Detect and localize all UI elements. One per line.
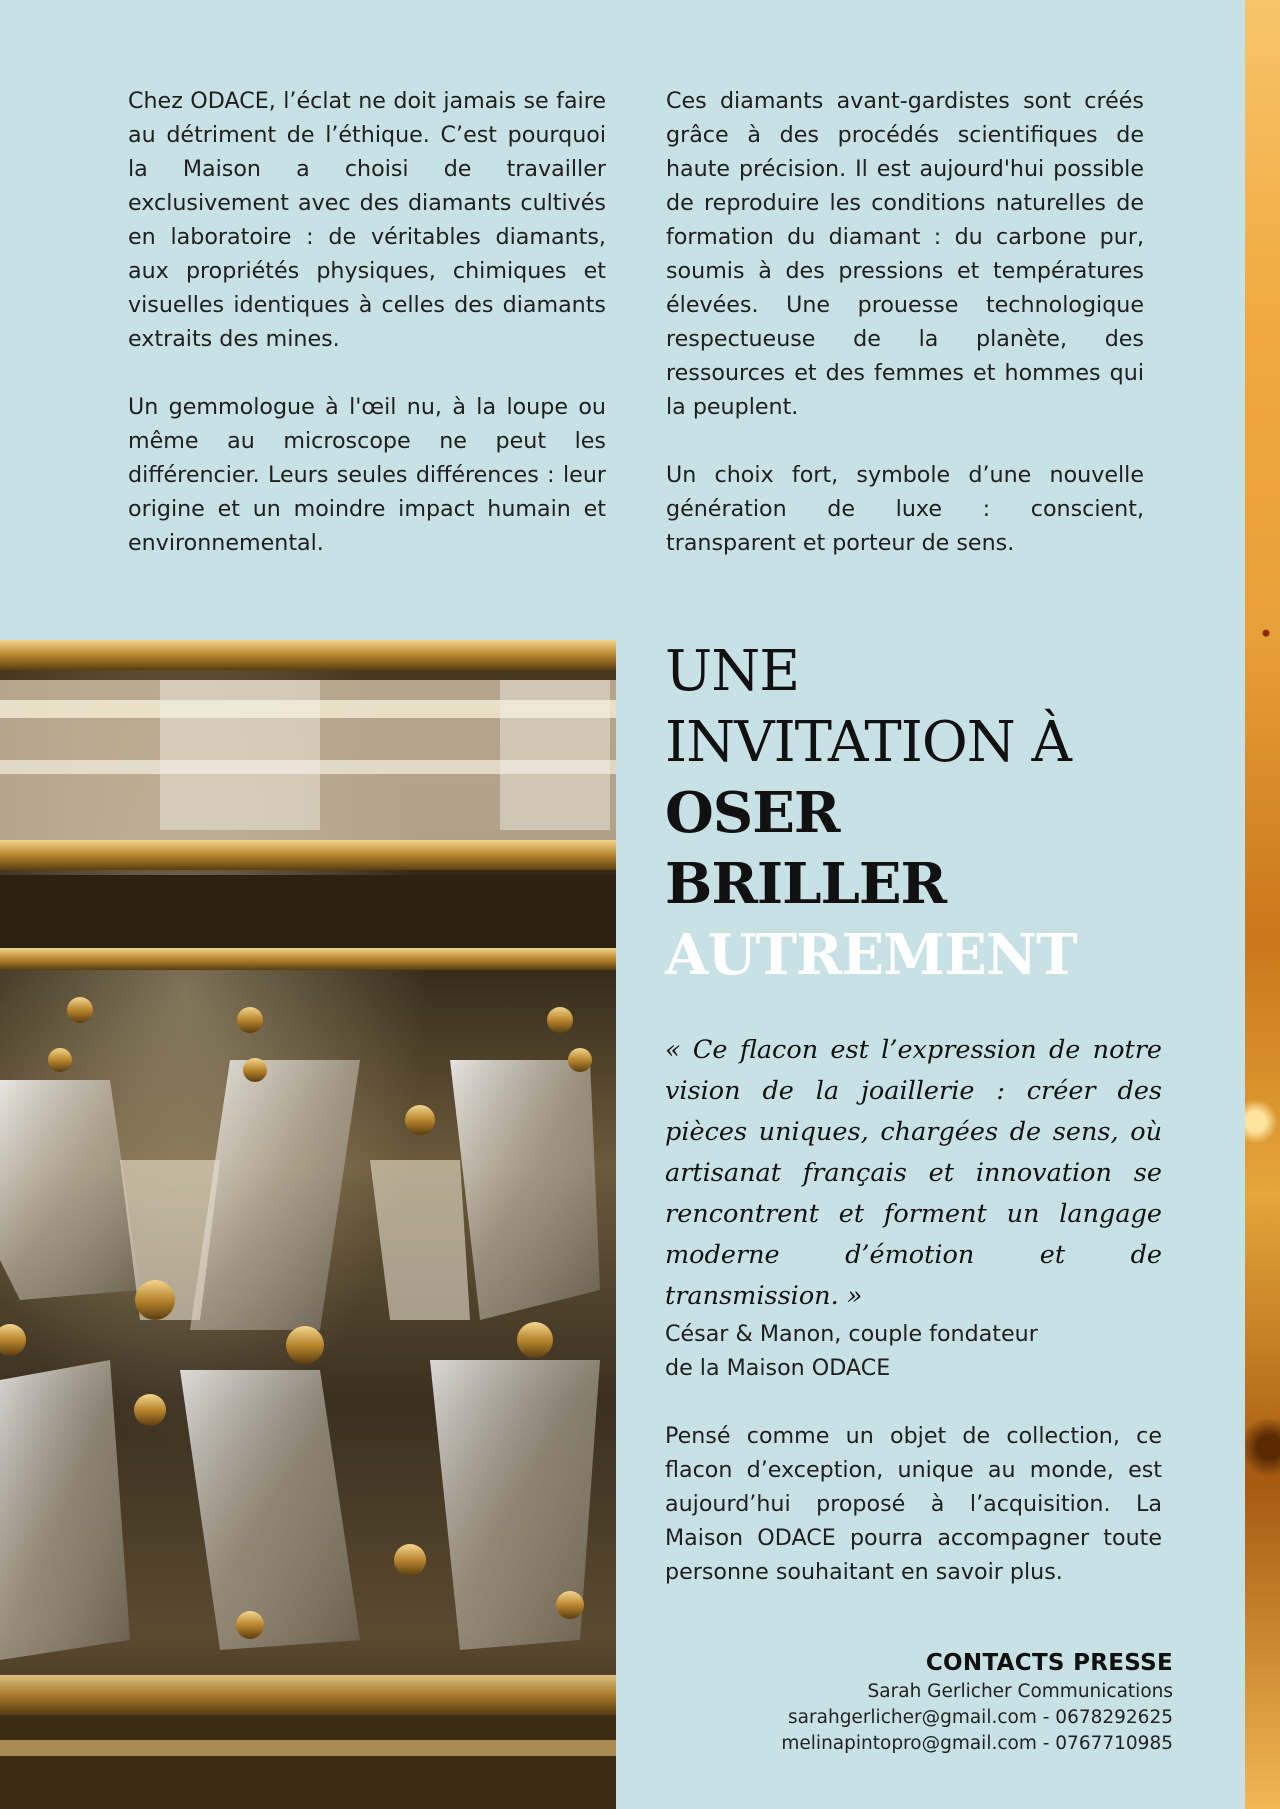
contact-email-phone-2[interactable]: melinapintopro@gmail.com - 0767710985 xyxy=(781,1733,1173,1754)
left-paragraph-2: Un gemmologue à l'œil nu, à la loupe ou même au microscope ne peut les différencier. Leurs seules différences : leur origine et un moindre impact humain et environnemental. xyxy=(128,394,606,556)
diamond-ring-photo xyxy=(0,640,616,1809)
right-paragraph-1: Ces diamants avant-gardistes sont créés grâce à des procédés scientifiques de haute précision. Il est aujourd'hui possible de reproduire les conditions naturelles de formation du diamant : du carbone pur, soumis à des pressions et températures élevées. Une prouesse technologique respectueuse de la planète, des ressources et des femmes et hommes qui la peuplent. xyxy=(666,88,1144,420)
ring-illustration xyxy=(0,640,616,1809)
contacts-agency: Sarah Gerlicher Communications xyxy=(867,1681,1173,1702)
contact-email-phone-1[interactable]: sarahgerlicher@gmail.com - 0678292625 xyxy=(788,1707,1173,1728)
quote-signature xyxy=(665,1317,1105,1385)
left-text-column xyxy=(128,84,606,594)
headline-line-2: INVITATION À xyxy=(665,710,1071,775)
signature-line-2: de la Maison ODACE xyxy=(665,1355,891,1381)
acquisition-paragraph: Pensé comme un objet de collection, ce flacon d’exception, unique au monde, est aujourd’hui proposé à l’acquisition. La Maison ODACE pourra accompagner toute personne souhaitant en savoir plus. xyxy=(665,1423,1162,1585)
headline-line-1: UNE xyxy=(665,639,800,704)
press-contacts xyxy=(781,1647,1173,1757)
amber-texture-strip xyxy=(1245,0,1280,1809)
headline xyxy=(665,636,1077,991)
headline-line-5: AUTREMENT xyxy=(665,922,1077,988)
headline-line-3: OSER xyxy=(665,780,840,846)
right-text-column xyxy=(666,84,1144,594)
contacts-heading: CONTACTS PRESSE xyxy=(925,1650,1173,1676)
left-paragraph-1: Chez ODACE, l’éclat ne doit jamais se faire au détriment de l’éthique. C’est pourquoi la Maison a choisi de travailler exclusivement avec des diamants cultivés en laboratoire : de véritables diamants, aux propriétés physiques, chimiques et visuelles identiques à celles des diamants extraits des mines. xyxy=(128,88,606,352)
right-paragraph-2: Un choix fort, symbole d’une nouvelle génération de luxe : conscient, transparent et porteur de sens. xyxy=(666,462,1144,556)
founders-quote: « Ce flacon est l’expression de notre vision de la joaillerie : créer des pièces uniques, chargées de sens, où artisanat français et innovation se rencontrent et forment un langage moderne d’émotion et de transmission. » xyxy=(665,1035,1162,1311)
headline-line-4: BRILLER xyxy=(665,851,947,917)
signature-line-1: César & Manon, couple fondateur xyxy=(665,1321,1038,1347)
